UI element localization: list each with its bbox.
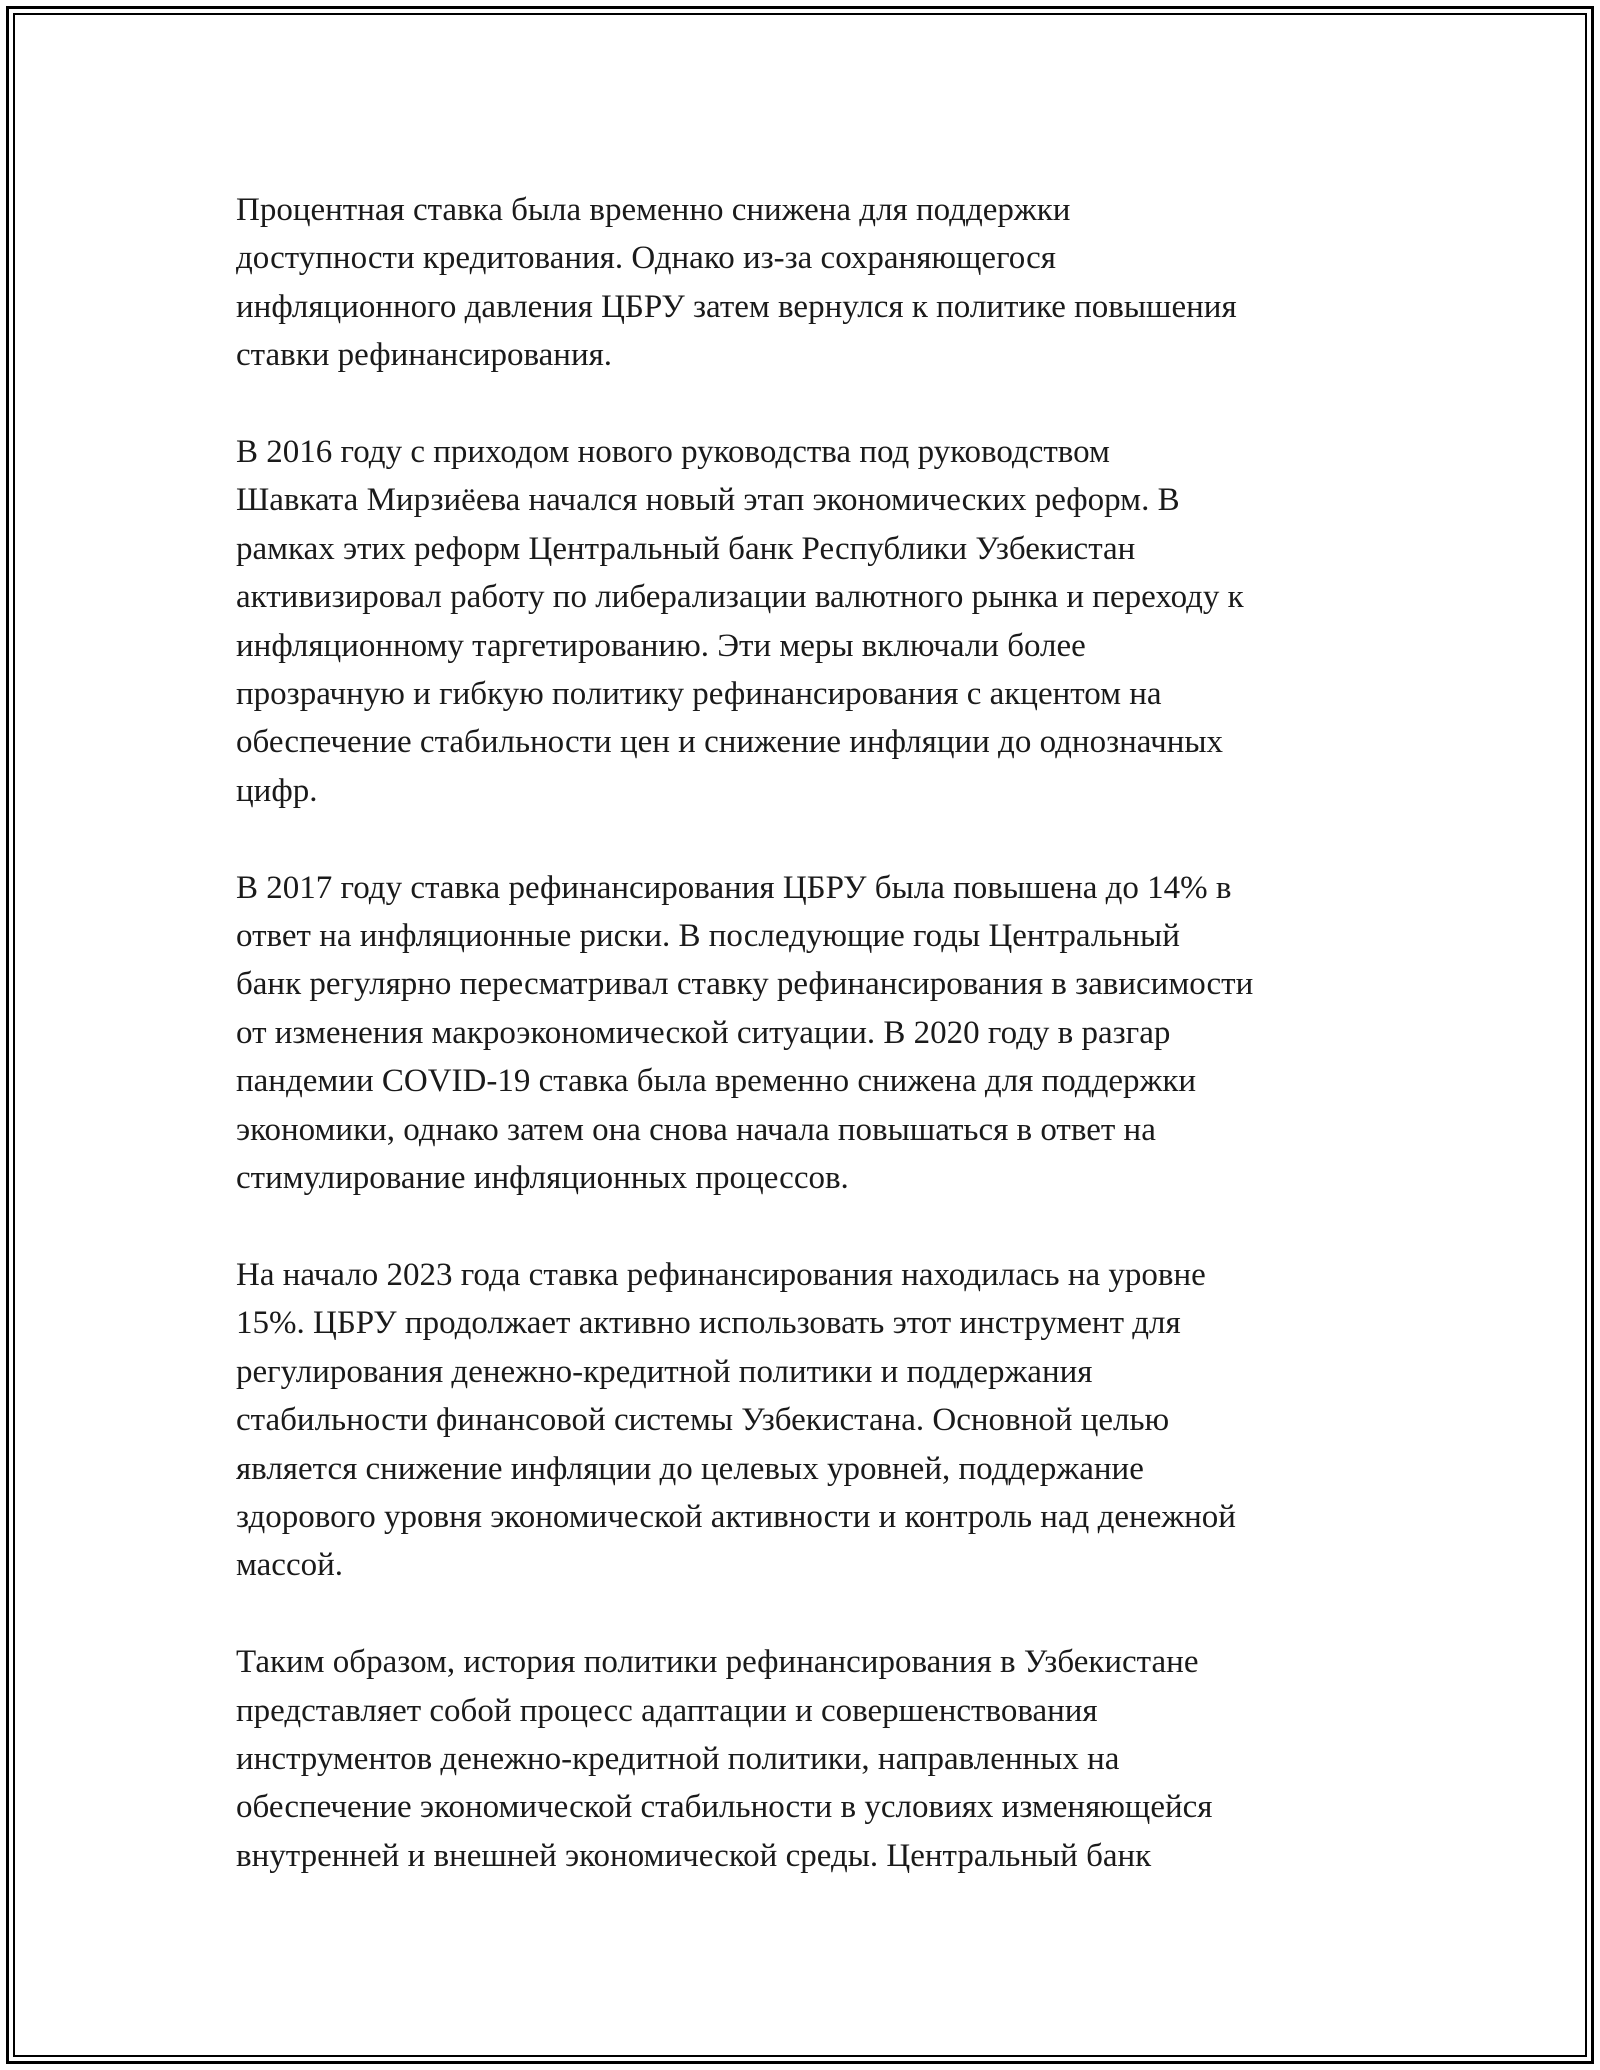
paragraph-conclusion: Таким образом, история политики рефинансирования в Узбекистане представляет собой процесс адаптации и совершенствования инструментов денежно-кредитной политики, направленных на обеспечение экономической стабильности в условиях изменяющейся внутренней и внешней экономической среды. Центральный банк [236,1644,1213,1874]
paragraph-rate-reduction: Процентная ставка была временно снижена для поддержки доступности кредитования. Однако из-за сохраняющегося инфляционного давления ЦБРУ затем вернулся к политике повышения ставки рефинансирования. [236,192,1237,374]
paragraph-2023-rate: На начало 2023 года ставка рефинансирования находилась на уровне 15%. ЦБРУ продолжает активно использовать этот инструмент для регулирования денежно-кредитной политики и поддержания стабильности финансовой системы Узбекистана. Основной целью является снижение инфляции до целевых уровней, поддержание здорового уровня экономической активности и контроль над денежной массой. [236,1256,1236,1584]
document-body [236,186,1376,1880]
paragraph-2017-rate: В 2017 году ставка рефинансирования ЦБРУ была повышена до 14% в ответ на инфляционные риски. В последующие годы Центральный банк регулярно пересматривал ставку рефинансирования в зависимости от изменения макроэкономической ситуации. В 2020 году в разгар пандемии COVID-19 ставка была временно снижена для поддержки экономики, однако затем она снова начала повышаться в ответ на стимулирование инфляционных процессов. [236,869,1254,1197]
paragraph-2016-reforms: В 2016 году с приходом нового руководства под руководством Шавката Мирзиёева начался новый этап экономических реформ. В рамках этих реформ Центральный банк Республики Узбекистан активизировал работу по либерализации валютного рынка и переходу к инфляционному таргетированию. Эти меры включали более прозрачную и гибкую политику рефинансирования с акцентом на обеспечение стабильности цен и снижение инфляции до однозначных цифр. [236,434,1244,809]
